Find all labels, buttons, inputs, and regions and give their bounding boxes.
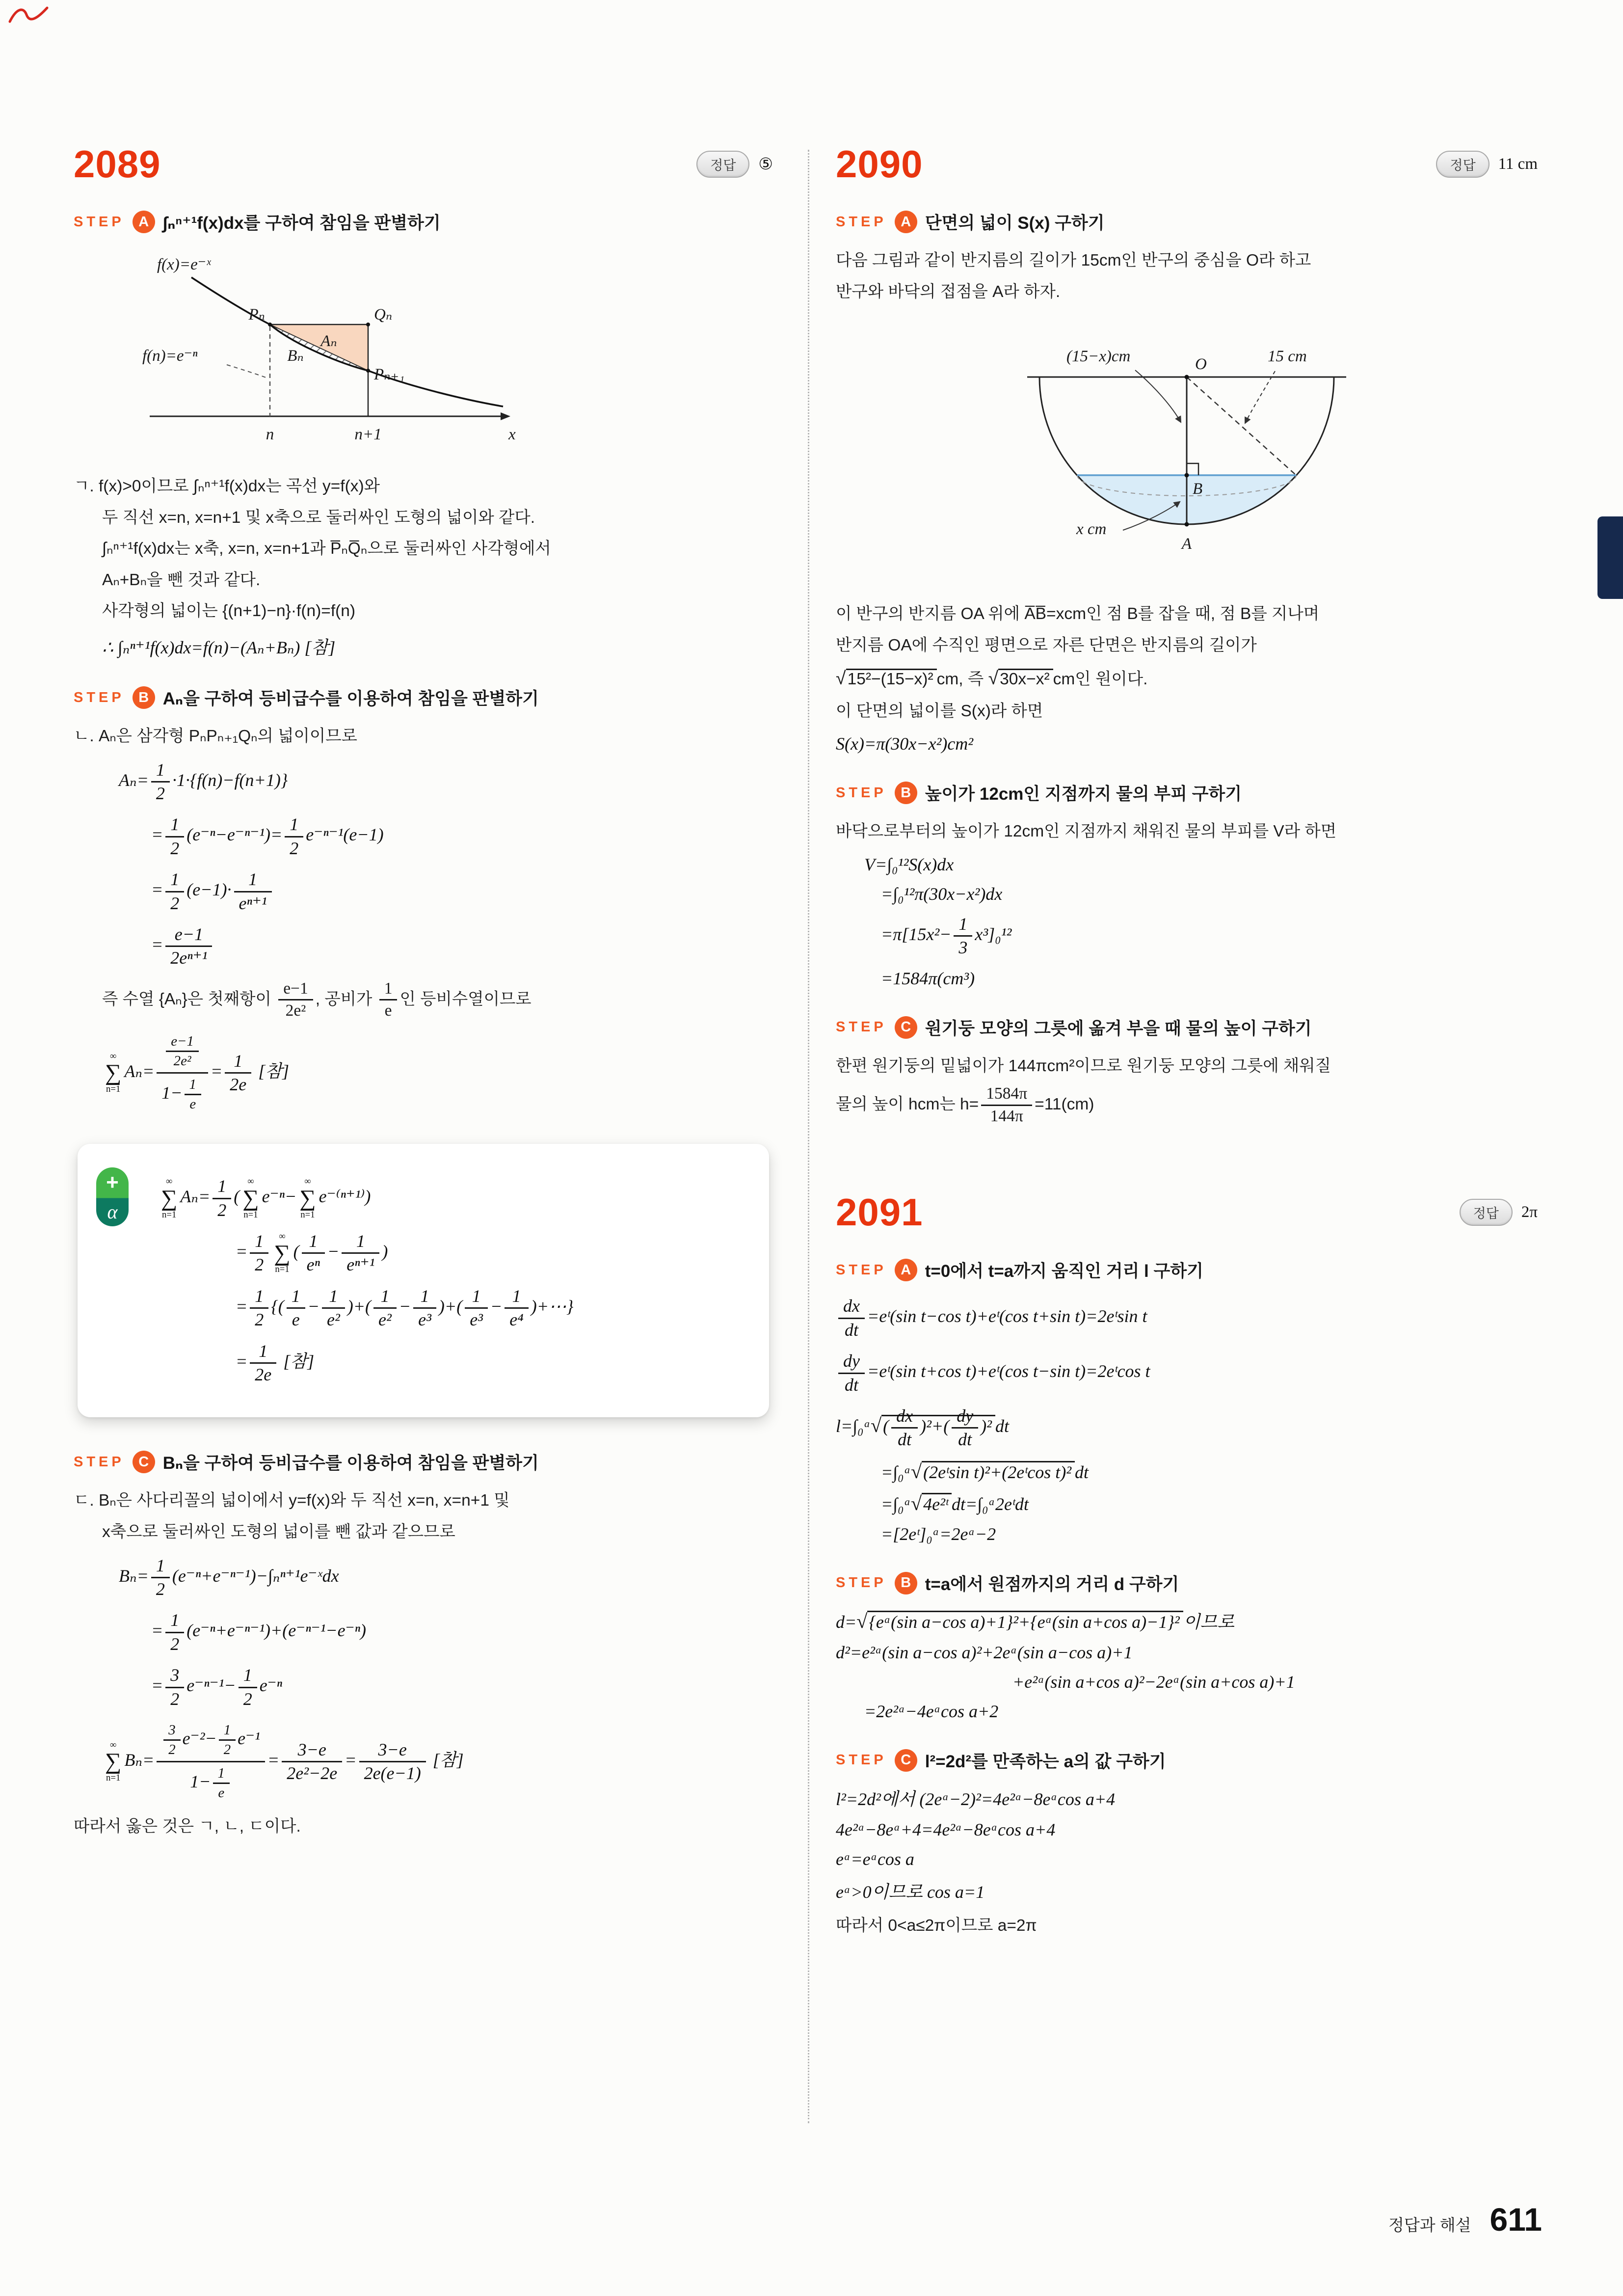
step-word: STEP — [836, 1752, 887, 1768]
label-x-axis: x — [508, 426, 516, 443]
point-Qn — [366, 323, 370, 326]
problem-header — [836, 142, 1538, 186]
equation-line: +e²ᵃ(sin a+cos a)²−2eᵃ(sin a+cos a)+1 — [1012, 1672, 1295, 1692]
equation-line: ∞ ∑ n=1 Aₙ= $\frac{e-1}{\text{2e²}}$ 1− $\frac{1}{e}$ = $\frac{1}{2e}$ [참] — [74, 1030, 773, 1115]
answer-badge: 정답 — [1436, 151, 1489, 178]
step-c-header — [836, 1015, 1538, 1040]
equation-line: eᵃ>0이므로 cos a=1 — [836, 1882, 985, 1902]
right-column — [836, 142, 1538, 1943]
problem-number: 2089 — [74, 142, 161, 186]
step-c-header — [74, 1450, 773, 1474]
solution-line: ㄱ. f(x)>0이므로 ∫ₙⁿ⁺¹f(x)dx는 곡선 y=f(x)와 — [74, 477, 380, 495]
equation-line: =[2eᵗ]₀ᵃ=2eᵃ−2 — [881, 1524, 996, 1544]
solution-line: x축으로 둘러싸인 도형의 넓이를 뺀 값과 같으므로 — [102, 1522, 455, 1541]
step-c-header — [836, 1748, 1538, 1773]
solution-line: ㄷ. Bₙ은 사다리꼴의 넓이에서 y=f(x)와 두 직선 x=n, x=n+1 및 — [74, 1491, 510, 1510]
equation-line: = $\frac{1}{2}$ (e−1)· $\frac{1}{\text{eⁿ⁺¹}}$ — [74, 868, 773, 915]
answer-area — [1436, 151, 1538, 178]
solution-line: Aₙ+Bₙ을 뺀 것과 같다. — [102, 570, 261, 589]
step-title: t=a에서 원점까지의 거리 d 구하기 — [925, 1574, 1179, 1594]
x-axis-arrow — [501, 412, 510, 420]
solution-line: 반구와 바닥의 접점을 A라 하자. — [836, 282, 1061, 301]
figure-exponential-graph — [123, 247, 545, 458]
equation-line: ∞ ∑ n=1 Aₙ= $\frac{1}{2}$ ( ∞ ∑ n=1 e⁻ⁿ− ∞ ∑ n=1 e⁻⁽ⁿ⁺¹⁾) — [158, 1175, 749, 1221]
column-divider — [808, 150, 809, 2123]
step-title: 원기둥 모양의 그릇에 옮겨 부을 때 물의 높이 구하기 — [925, 1019, 1312, 1038]
solution-line: 바닥으로부터의 높이가 12cm인 지점까지 채워진 물의 부피를 V라 하면 — [836, 822, 1337, 841]
problem-header — [74, 142, 773, 186]
step-title: ∫ₙⁿ⁺¹f(x)dx를 구하여 참임을 판별하기 — [162, 214, 441, 233]
solution-line: 사각형의 넓이는 {(n+1)−n}·f(n)=f(n) — [102, 602, 356, 621]
point-O — [1185, 375, 1189, 379]
equation-line: 4e²ᵃ−8eᵃ+4=4e²ᵃ−8eᵃcos a+4 — [836, 1819, 1056, 1839]
step-word: STEP — [836, 1019, 887, 1035]
equation-line: d²=e²ᵃ(sin a−cos a)²+2eᵃ(sin a−cos a)+1 — [836, 1642, 1133, 1662]
equation-line: =∫₀¹²π(30x−x²)dx — [881, 884, 1003, 904]
step-word: STEP — [836, 214, 887, 230]
equation-line: = $\frac{1}{2e}$ [참] — [158, 1340, 749, 1386]
label-x-cm: x cm — [1076, 520, 1107, 539]
red-pen-mark — [7, 3, 51, 27]
equation-line: l=∫₀ᵃ√( $\frac{dx}{dt}$ )²+( $\frac{dy}{dt}$ )² dt — [836, 1405, 1538, 1451]
chapter-edge-tab — [1597, 516, 1623, 599]
point-Pn1 — [366, 369, 370, 373]
equation-line: ∞ ∑ n=1 Bₙ= $\frac{3}{2}$ e⁻²− $\frac{1}{2}$ e⁻¹ 1− $\frac{1}{e}$ = $\frac{3-e}{\text{2e²−2e}}$ = $\frac{3-e}{2e(e-1)}$ [참] — [74, 1719, 773, 1804]
problem-header — [836, 1190, 1538, 1234]
problem-2091 — [836, 1190, 1538, 1939]
problem-2090 — [836, 142, 1538, 1127]
equation-line: d=√{eᵃ(sin a−cos a)+1}²+{eᵃ(sin a+cos a)−1}² 이므로 — [836, 1610, 1234, 1632]
label-Qn: Qₙ — [374, 306, 393, 324]
step-title: t=0에서 t=a까지 움직인 거리 l 구하기 — [925, 1262, 1203, 1281]
solution-line: 두 직선 x=n, x=n+1 및 x축으로 둘러싸인 도형의 넓이와 같다. — [102, 508, 535, 527]
step-letter-badge: B — [895, 782, 917, 804]
equation-line: =π[15x²− $\frac{1}{3}$ x³]₀¹² — [836, 913, 1538, 959]
label-Pn: Pₙ — [248, 306, 265, 324]
label-15-minus-x: (15−x)cm — [1066, 348, 1131, 366]
step-b-header — [836, 781, 1538, 805]
equation-line: =2e²ᵃ−4eᵃcos a+2 — [864, 1701, 999, 1721]
equation-line: =∫₀ᵃ√4e²ᵗ dt=∫₀ᵃ2eᵗdt — [881, 1492, 1029, 1514]
solution-line: 이 단면의 넓이를 S(x)라 하면 — [836, 702, 1043, 720]
step-word: STEP — [74, 689, 125, 705]
page-footer — [1388, 2201, 1542, 2238]
equation-line: = $\frac{1}{2}$ ∞ ∑ n=1 ( $\frac{1}{\text{eⁿ}}$ − $\frac{1}{\text{eⁿ⁺¹}}$ ) — [158, 1230, 749, 1276]
solution-line: ∫ₙⁿ⁺¹f(x)dx는 x축, x=n, x=n+1과 P̅ₙQ̅ₙ으로 둘러싸인 사각형에서 — [102, 540, 551, 558]
step-title: l²=2d²를 만족하는 a의 값 구하기 — [925, 1752, 1166, 1771]
plus-alpha-icon — [96, 1167, 129, 1226]
step-word: STEP — [836, 1262, 887, 1278]
step-title: 단면의 넓이 S(x) 구하기 — [925, 214, 1105, 233]
radius-hypotenuse-dashed — [1187, 377, 1296, 475]
equation-line: $\frac{dx}{dt}$ =eᵗ(sin t−cos t)+eᵗ(cos t+sin t)=2eᵗsin t — [836, 1295, 1538, 1341]
alpha-glyph: α — [107, 1201, 118, 1223]
fn-label: f(n)=e⁻ⁿ — [142, 347, 198, 365]
solution-line: 따라서 옳은 것은 ㄱ, ㄴ, ㄷ이다. — [74, 1817, 301, 1836]
step-letter-badge: C — [895, 1749, 917, 1772]
equation-line: V=∫₀¹²S(x)dx — [864, 854, 954, 874]
problem-number: 2090 — [836, 142, 923, 186]
equation-line: = $\frac{e-1}{\text{2eⁿ⁺¹}}$ — [74, 923, 773, 970]
label-n: n — [266, 426, 274, 443]
label-Bn: Bₙ — [287, 347, 304, 365]
answer-area — [1460, 1199, 1538, 1226]
step-word: STEP — [74, 1454, 125, 1470]
footer-label: 정답과 해설 — [1388, 2216, 1471, 2234]
solution-line: 이 반구의 반지름 OA 위에 A̅B̅=xcm인 점 B를 잡을 때, 점 B를 지나며 — [836, 605, 1320, 623]
right-angle-mark — [1187, 463, 1198, 475]
step-b-header — [74, 685, 773, 710]
solution-line: 반지름 OA에 수직인 평면으로 자른 단면은 반지름의 길이가 — [836, 636, 1257, 654]
solution-line: 따라서 0<a≤2π이므로 a=2π — [836, 1916, 1037, 1935]
equation-line: l²=2d²에서 (2eᵃ−2)²=4e²ᵃ−8eᵃcos a+4 — [836, 1789, 1116, 1809]
step-title: Bₙ을 구하여 등비급수를 이용하여 참임을 판별하기 — [162, 1454, 539, 1473]
equation-line: $\frac{dy}{dt}$ =eᵗ(sin t+cos t)+eᵗ(cos t−sin t)=2eᵗcos t — [836, 1350, 1538, 1396]
solution-line: ㄴ. Aₙ은 삼각형 PₙPₙ₊₁Qₙ의 넓이이므로 — [74, 727, 357, 746]
equation-line: S(x)=π(30x−x²)cm² — [836, 734, 974, 754]
plus-glyph: + — [106, 1170, 119, 1195]
answer-badge: 정답 — [696, 151, 749, 178]
label-B: B — [1193, 480, 1203, 498]
step-title: Aₙ을 구하여 등비급수를 이용하여 참임을 판별하기 — [162, 689, 539, 709]
step-a-header — [836, 210, 1538, 234]
problem-number: 2091 — [836, 1190, 923, 1234]
step-word: STEP — [74, 214, 125, 230]
plus-alpha-box — [78, 1144, 769, 1417]
step-word: STEP — [836, 784, 887, 801]
equation-line: = $\frac{1}{2}$ {( $\frac{1}{e}$ − $\frac{1}{\text{e²}}$ )+( $\frac{1}{\text{e²}}$ − $\frac{1}{\text{e³}}$ )+( $\frac{1}{\text{e³}}$ − $\frac{1}{\text{e⁴}}$ )+⋯} — [158, 1285, 749, 1331]
step-letter-badge: A — [895, 211, 917, 233]
step-letter-badge: A — [133, 211, 155, 233]
fn-pointer-dashed — [227, 365, 266, 378]
step-letter-badge: C — [895, 1016, 917, 1039]
equation-line: = $\frac{1}{2}$ (e⁻ⁿ+e⁻ⁿ⁻¹)+(e⁻ⁿ⁻¹−e⁻ⁿ) — [74, 1609, 773, 1655]
equation-line: ∴ ∫ₙⁿ⁺¹f(x)dx=f(n)−(Aₙ+Bₙ) [참] — [102, 638, 336, 658]
label-n1: n+1 — [354, 426, 382, 443]
point-B — [1185, 473, 1189, 478]
pointer-15x — [1135, 370, 1181, 422]
answer-value: 11 cm — [1498, 155, 1538, 173]
solution-line: 물의 높이 hcm는 h= $\frac{1584\pi}{144\pi}$ =11(cm) — [836, 1083, 1538, 1127]
step-letter-badge: B — [895, 1572, 917, 1594]
equation-line: =1584π(cm³) — [881, 968, 975, 988]
step-b-header — [836, 1571, 1538, 1595]
pointer-15 — [1245, 371, 1275, 423]
label-O: O — [1195, 355, 1207, 374]
step-a-header — [74, 210, 773, 234]
label-A: A — [1181, 535, 1192, 553]
point-Pn — [268, 323, 272, 326]
solution-line: 즉 수열 {Aₙ}은 첫째항이 $\frac{e-1}{\text{2e²}}$ , 공비가 $\frac{1}{e}$ 인 등비수열이므로 — [74, 978, 773, 1022]
equation-line: Aₙ= $\frac{1}{2}$ ·1·{f(n)−f(n+1)} — [74, 759, 773, 805]
equation-line: = $\frac{3}{2}$ e⁻ⁿ⁻¹− $\frac{1}{2}$ e⁻ⁿ — [74, 1664, 773, 1710]
step-word: STEP — [836, 1575, 887, 1591]
label-15cm: 15 cm — [1268, 348, 1307, 366]
step-letter-badge: C — [133, 1451, 155, 1473]
solution-line: 다음 그림과 같이 반지름의 길이가 15cm인 반구의 중심을 O라 하고 — [836, 251, 1311, 270]
step-letter-badge: A — [895, 1259, 917, 1281]
problem-2089 — [74, 142, 773, 1840]
step-a-header — [836, 1258, 1538, 1282]
answer-value: 2π — [1521, 1203, 1538, 1221]
answer-area — [696, 151, 773, 178]
solution-line: 한편 원기둥의 밑넓이가 144πcm²이므로 원기둥 모양의 그릇에 채워질 — [836, 1056, 1331, 1075]
equation-line: eᵃ=eᵃcos a — [836, 1849, 914, 1869]
answer-value: ⑤ — [758, 156, 773, 173]
left-column — [74, 142, 773, 1844]
point-A — [1185, 522, 1189, 527]
solution-line: √15²−(15−x)² cm, 즉 √30x−x² cm인 원이다. — [836, 668, 1148, 689]
step-title: 높이가 12cm인 지점까지 물의 부피 구하기 — [925, 784, 1242, 804]
page-number: 611 — [1490, 2201, 1542, 2238]
figure-hemisphere — [954, 318, 1420, 586]
label-Pn1: Pₙ₊₁ — [374, 366, 405, 383]
label-An: Aₙ — [320, 332, 337, 350]
equation-line: Bₙ= $\frac{1}{2}$ (e⁻ⁿ+e⁻ⁿ⁻¹)−∫ₙⁿ⁺¹e⁻ˣdx — [74, 1555, 773, 1601]
equation-line: = $\frac{1}{2}$ (e⁻ⁿ−e⁻ⁿ⁻¹)= $\frac{1}{2}$ e⁻ⁿ⁻¹(e−1) — [74, 813, 773, 860]
step-letter-badge: B — [133, 686, 155, 709]
curve-label: f(x)=e⁻ˣ — [157, 256, 211, 273]
answer-badge: 정답 — [1460, 1199, 1513, 1226]
equation-line: =∫₀ᵃ√(2eᵗsin t)²+(2eᵗcos t)² dt — [881, 1460, 1089, 1483]
